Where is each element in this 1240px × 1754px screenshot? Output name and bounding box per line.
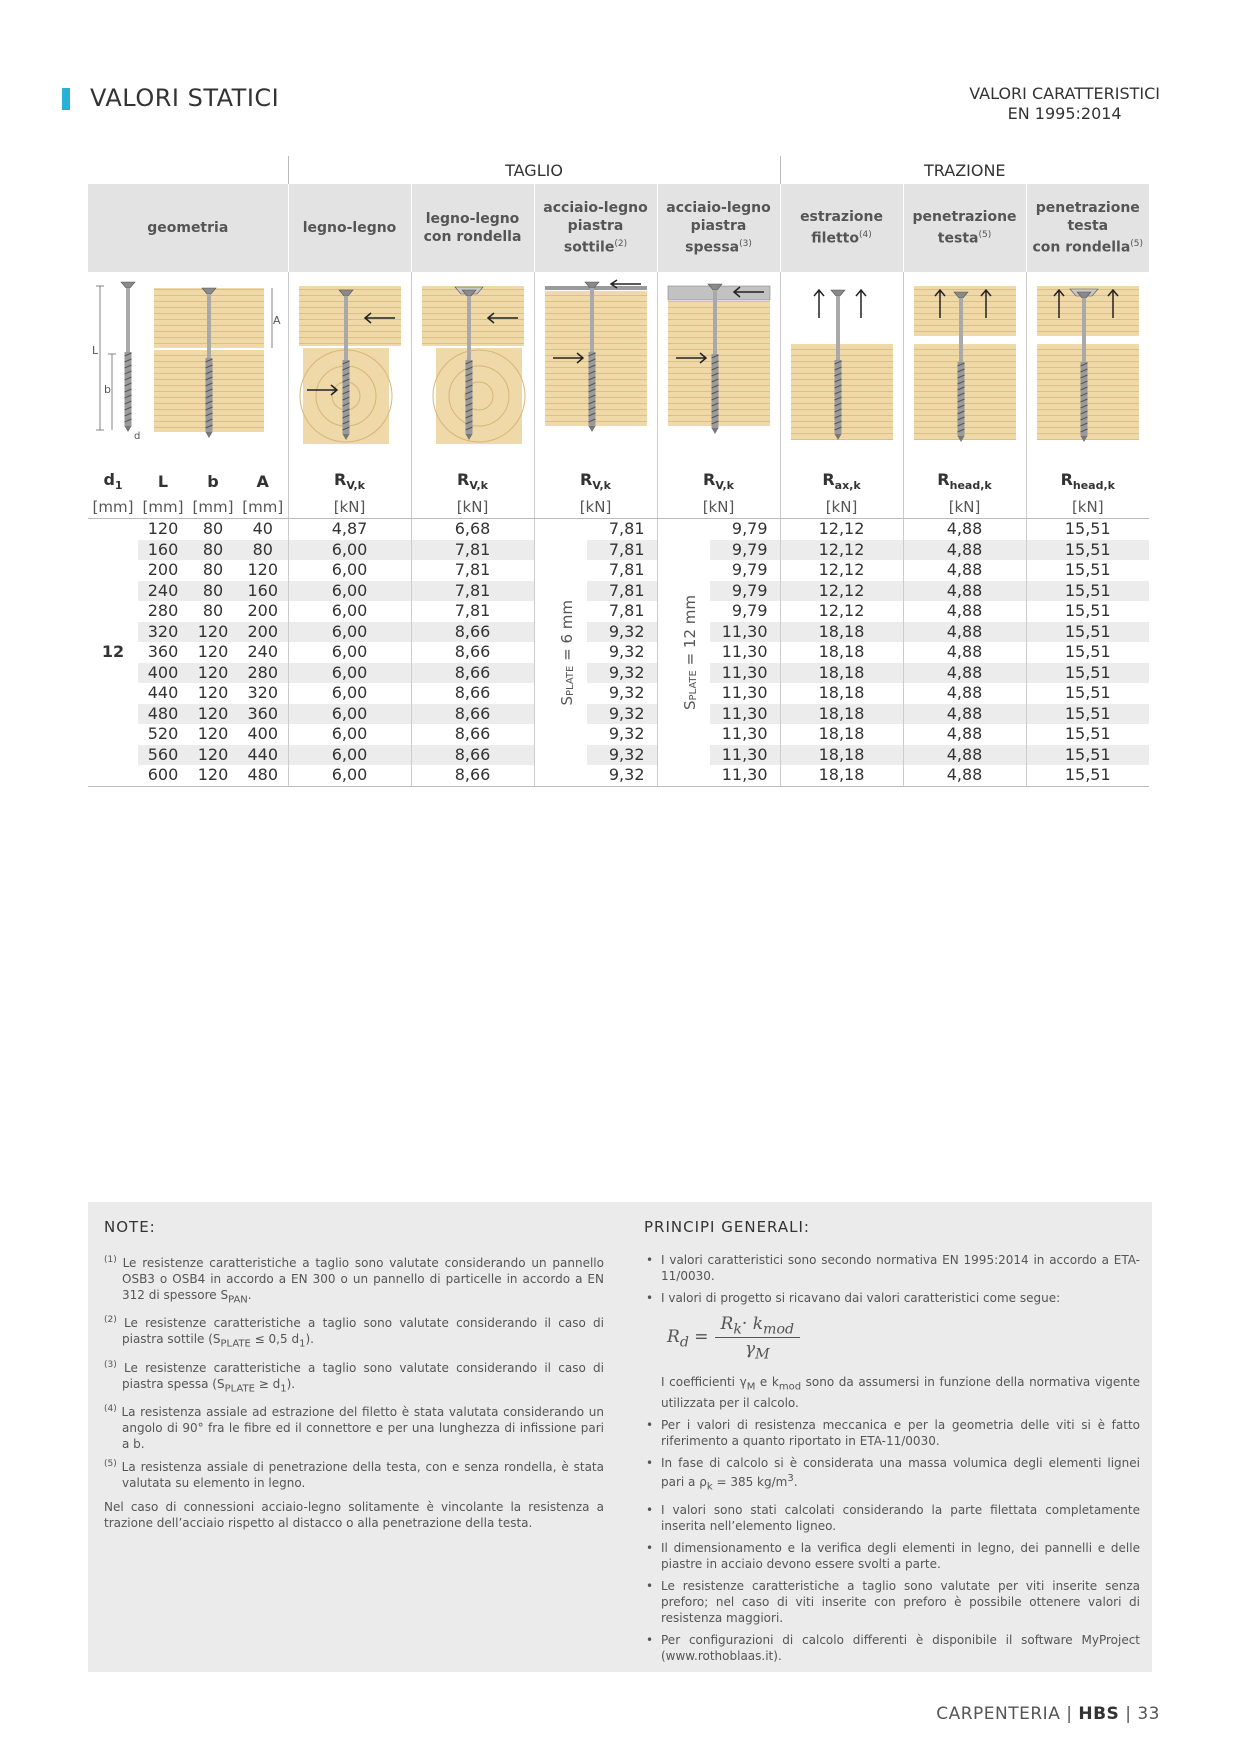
table-cell: 15,51 bbox=[1026, 540, 1149, 561]
table-cell: 7,81 bbox=[411, 581, 534, 602]
sym-rheadk-2: $R_{head,k}$ bbox=[1026, 458, 1149, 496]
table-cell: 560 bbox=[138, 745, 188, 766]
footer-page: 33 bbox=[1137, 1704, 1160, 1724]
table-cell: 8,66 bbox=[411, 765, 534, 786]
dim-b-label: b bbox=[103, 383, 111, 396]
table-cell: 400 bbox=[247, 724, 279, 744]
table-cell: 4,88 bbox=[903, 622, 1026, 643]
unit-kn: [kN] bbox=[288, 496, 411, 519]
diagram-penetrazione-testa bbox=[903, 272, 1026, 458]
table-cell: 200 bbox=[238, 622, 288, 643]
header-legno-legno-rondella: legno-legno con rondella bbox=[411, 184, 534, 272]
header-ref-line1: VALORI CARATTERISTICI bbox=[969, 84, 1160, 103]
sym-A: A bbox=[256, 471, 269, 491]
diagram-legno-legno-rondella bbox=[411, 272, 534, 458]
table-cell: 18,18 bbox=[780, 622, 903, 643]
table-cell: 7,81 bbox=[608, 560, 645, 579]
table-cell: 360 bbox=[238, 704, 288, 725]
table-cell: 18,18 bbox=[780, 724, 903, 745]
sym-rvk-4: $R_{V,k}$ bbox=[657, 458, 780, 496]
principle-3: • Per i valori di resistenza meccanica e per la geometria delle viti si è fatto riferimento a quanto riportato in ETA-11/0030. bbox=[644, 1417, 1140, 1449]
table-cell: 120 bbox=[188, 765, 238, 786]
principle-7: • Le resistenze caratteristiche a taglio sono valutate per viti inserite senza preforo; nel caso di viti inserite con preforo è possibile ottenere valori di resistenza maggiori. bbox=[644, 1578, 1140, 1626]
table-cell: 4,88 bbox=[903, 519, 1026, 540]
table-cell: 6,00 bbox=[288, 540, 411, 561]
table-cell: 18,18 bbox=[780, 745, 903, 766]
unit-kn: [kN] bbox=[657, 496, 780, 519]
table-cell: 6,68 bbox=[411, 519, 534, 540]
table-cell: 9,32 bbox=[608, 683, 645, 702]
table-cell: 18,18 bbox=[780, 765, 903, 786]
header-geometria: geometria bbox=[88, 184, 288, 272]
table-cell: 7,81 bbox=[411, 540, 534, 561]
table-cell: 40 bbox=[252, 519, 273, 539]
table-cell: 280 bbox=[238, 663, 288, 684]
unit-kn: [kN] bbox=[411, 496, 534, 519]
table-cell: 440 bbox=[147, 683, 179, 703]
table-cell: 4,88 bbox=[903, 540, 1026, 561]
table-cell: 320 bbox=[138, 622, 188, 643]
splate-12-label: $S_{PLATE} = 12$ mm 9,79 9,79 9,79 9,79 9,79 11,30 11,30 11,30 11,30 11,30 11,30 11,30 11,30 bbox=[657, 519, 780, 787]
table-cell: 7,81 bbox=[411, 601, 534, 622]
table-cell: 4,88 bbox=[903, 704, 1026, 725]
cell-d1: 12 bbox=[88, 519, 138, 787]
table-cell: 6,00 bbox=[288, 560, 411, 581]
unit-mm: [mm] bbox=[138, 496, 188, 519]
principle-8: • Per configurazioni di calcolo differenti è disponibile il software MyProject (www.rothoblaas.it). bbox=[644, 1632, 1140, 1664]
table-cell: 120 bbox=[147, 519, 179, 539]
table-cell: 520 bbox=[147, 724, 179, 744]
static-values-table bbox=[88, 156, 1149, 787]
table-cell: 4,88 bbox=[903, 765, 1026, 786]
table-cell: 8,66 bbox=[411, 683, 534, 704]
note-3: $^{(3)}$ Le resistenze caratteristiche a taglio sono valutate considerando il caso di piastra spessa $(S_{PLATE} \ge d_1)$. bbox=[104, 1359, 604, 1395]
table-cell: 15,51 bbox=[1026, 765, 1149, 786]
table-cell: 440 bbox=[238, 745, 288, 766]
table-cell: 15,51 bbox=[1026, 622, 1149, 643]
table-cell: 12,12 bbox=[780, 560, 903, 581]
table-cell: 4,87 bbox=[288, 519, 411, 540]
table-cell: 6,00 bbox=[288, 724, 411, 745]
table-cell: 6,00 bbox=[288, 642, 411, 663]
table-cell: 80 bbox=[188, 581, 238, 602]
table-cell: 12,12 bbox=[780, 581, 903, 602]
table-cell: 120 bbox=[188, 704, 238, 725]
footer-sep: | bbox=[1066, 1704, 1073, 1724]
table-cell: 8,66 bbox=[411, 622, 534, 643]
table-cell: 12,12 bbox=[780, 540, 903, 561]
table-cell: 18,18 bbox=[780, 683, 903, 704]
sym-rvk-2: $R_{V,k}$ bbox=[411, 458, 534, 496]
section-marker bbox=[62, 88, 70, 110]
notes-paragraph: Nel caso di connessioni acciaio-legno solitamente è vincolante la resistenza a trazione dell’acciaio rispetto al distacco o alla penetrazione della testa. bbox=[104, 1500, 604, 1531]
page-title: VALORI STATICI bbox=[90, 84, 280, 112]
table-cell: 120 bbox=[188, 663, 238, 684]
table-cell: 80 bbox=[188, 540, 238, 561]
table-cell: 9,79 bbox=[731, 560, 768, 579]
table-cell: 9,32 bbox=[608, 724, 645, 743]
table-cell: 9,32 bbox=[587, 745, 657, 766]
principles-title: PRINCIPI GENERALI: bbox=[644, 1218, 810, 1236]
note-4: $^{(4)}$ La resistenza assiale ad estrazione del filetto è stata valutata considerando un angolo di 90° fra le fibre ed il connettore e per una lunghezza di infissione pari a b. bbox=[104, 1404, 604, 1452]
table-cell: 15,51 bbox=[1026, 724, 1149, 745]
table-cell: 15,51 bbox=[1026, 642, 1149, 663]
table-cell: 4,88 bbox=[903, 663, 1026, 684]
table-cell: 12,12 bbox=[780, 519, 903, 540]
table-cell: 15,51 bbox=[1026, 560, 1149, 581]
unit-kn: [kN] bbox=[780, 496, 903, 519]
table-cell: 6,00 bbox=[288, 663, 411, 684]
table-cell: 120 bbox=[188, 745, 238, 766]
table-cell: 120 bbox=[188, 622, 238, 643]
dim-d-label: d bbox=[133, 431, 141, 442]
header-acciaio-legno-sottile: acciaio-legno piastra sottile$^{(2)}$ bbox=[534, 184, 657, 272]
table-cell: 9,79 bbox=[731, 519, 768, 538]
table-cell: 6,00 bbox=[288, 745, 411, 766]
dim-L-label: L bbox=[91, 344, 98, 357]
group-taglio: TAGLIO bbox=[288, 156, 780, 184]
table-cell: 160 bbox=[138, 540, 188, 561]
table-cell: 9,32 bbox=[608, 765, 645, 784]
table-cell: 6,00 bbox=[288, 765, 411, 786]
note-1: $^{(1)}$ Le resistenze caratteristiche a taglio sono valutate considerando un pannello OSB3 o OSB4 in accordo a EN 300 o un pannello di particelle in accordo a EN 312 di spessore $S_{PAN}$. bbox=[104, 1255, 604, 1306]
table-cell: 8,66 bbox=[411, 724, 534, 745]
header-penetrazione-testa: penetrazione testa$^{(5)}$ bbox=[903, 184, 1026, 272]
unit-kn: [kN] bbox=[1026, 496, 1149, 519]
diagram-acciaio-spessa bbox=[657, 272, 780, 458]
table-cell: 4,88 bbox=[903, 683, 1026, 704]
table-cell: 8,66 bbox=[411, 745, 534, 766]
table-cell: 120 bbox=[197, 724, 229, 744]
table-cell: 11,30 bbox=[710, 663, 780, 684]
table-cell: 6,00 bbox=[288, 683, 411, 704]
principle-5: • I valori sono stati calcolati considerando la parte filettata completamente inserita nell’elemento ligneo. bbox=[644, 1502, 1140, 1534]
table-cell: 80 bbox=[202, 560, 224, 580]
page-footer bbox=[936, 1704, 1160, 1724]
table-cell: 7,81 bbox=[587, 581, 657, 602]
table-cell: 8,66 bbox=[411, 663, 534, 684]
footer-section: CARPENTERIA bbox=[936, 1704, 1061, 1724]
table-cell: 240 bbox=[247, 642, 279, 662]
design-formula: $R_d$ = $R_k\cdot k_{mod}$ $\gamma_M$ bbox=[666, 1314, 1140, 1364]
header-estrazione-filetto: estrazione filetto$^{(4)}$ bbox=[780, 184, 903, 272]
geometry-diagram bbox=[88, 272, 288, 458]
sym-rheadk-1: $R_{head,k}$ bbox=[903, 458, 1026, 496]
table-cell: 11,30 bbox=[710, 704, 780, 725]
table-cell: 15,51 bbox=[1026, 704, 1149, 725]
table-cell: 9,79 bbox=[731, 601, 768, 620]
table-cell: 18,18 bbox=[780, 704, 903, 725]
sym-b: b bbox=[207, 471, 219, 491]
diagram-penetrazione-testa-rondella bbox=[1026, 272, 1149, 458]
table-cell: 120 bbox=[247, 560, 279, 580]
sym-d1: $d_1$ bbox=[103, 469, 123, 493]
table-cell: 9,32 bbox=[587, 622, 657, 643]
table-cell: 4,88 bbox=[903, 581, 1026, 602]
table-cell: 7,81 bbox=[608, 601, 645, 620]
diagram-acciaio-sottile bbox=[534, 272, 657, 458]
dim-A-label: A bbox=[272, 314, 281, 327]
table-cell: 200 bbox=[247, 601, 279, 621]
table-cell: 18,18 bbox=[780, 663, 903, 684]
sym-rvk-1: $R_{V,k}$ bbox=[288, 458, 411, 496]
table-cell: 11,30 bbox=[710, 745, 780, 766]
table-cell: 4,88 bbox=[903, 642, 1026, 663]
table-cell: 240 bbox=[138, 581, 188, 602]
table-cell: 160 bbox=[238, 581, 288, 602]
table-cell: 15,51 bbox=[1026, 663, 1149, 684]
header-legno-legno: legno-legno bbox=[288, 184, 411, 272]
notes-column bbox=[104, 1218, 604, 1531]
diagram-legno-legno bbox=[288, 272, 411, 458]
table-cell: 11,30 bbox=[721, 642, 768, 661]
table-cell: 11,30 bbox=[721, 683, 768, 702]
table-cell: 9,32 bbox=[608, 642, 645, 661]
table-cell: 400 bbox=[138, 663, 188, 684]
table-cell: 4,88 bbox=[903, 724, 1026, 745]
header-ref-line2: EN 1995:2014 bbox=[1007, 104, 1122, 123]
table-cell: 120 bbox=[197, 683, 229, 703]
table-cell: 4,88 bbox=[903, 745, 1026, 766]
table-cell: 18,18 bbox=[780, 642, 903, 663]
table-cell: 6,00 bbox=[288, 622, 411, 643]
header-acciaio-legno-spessa: acciaio-legno piastra spessa$^{(3)}$ bbox=[657, 184, 780, 272]
sym-rvk-3: $R_{V,k}$ bbox=[534, 458, 657, 496]
table-cell: 7,81 bbox=[411, 560, 534, 581]
table-cell: 12,12 bbox=[780, 601, 903, 622]
table-cell: 80 bbox=[202, 519, 224, 539]
table-cell: 6,00 bbox=[288, 704, 411, 725]
sym-L: L bbox=[157, 471, 169, 491]
unit-mm: [mm] bbox=[238, 496, 288, 519]
table-cell: 7,81 bbox=[587, 540, 657, 561]
table-cell: 8,66 bbox=[411, 642, 534, 663]
unit-kn: [kN] bbox=[534, 496, 657, 519]
table-cell: 480 bbox=[138, 704, 188, 725]
unit-mm: [mm] bbox=[188, 496, 238, 519]
table-cell: 15,51 bbox=[1026, 745, 1149, 766]
table-cell: 9,32 bbox=[587, 663, 657, 684]
sym-raxk: $R_{ax,k}$ bbox=[780, 458, 903, 496]
table-cell: 320 bbox=[247, 683, 279, 703]
table-cell: 6,00 bbox=[288, 601, 411, 622]
note-2: $^{(2)}$ Le resistenze caratteristiche a taglio sono valutate considerando il caso di piastra sottile ($S_{PLATE} \le 0,5$ $d_1$). bbox=[104, 1315, 604, 1350]
unit-kn: [kN] bbox=[903, 496, 1026, 519]
unit-mm: [mm] bbox=[88, 496, 138, 519]
principle-1: • I valori caratteristici sono secondo normativa EN 1995:2014 in accordo a ETA-11/0030. bbox=[644, 1252, 1140, 1284]
table-cell: 4,88 bbox=[903, 601, 1026, 622]
table-cell: 80 bbox=[238, 540, 288, 561]
table-cell: 11,30 bbox=[721, 724, 768, 743]
principle-2: • I valori di progetto si ricavano dai valori caratteristici come segue: bbox=[644, 1290, 1140, 1306]
table-body bbox=[88, 519, 1149, 787]
table-row bbox=[88, 519, 1149, 540]
footer-sep: | bbox=[1125, 1704, 1132, 1724]
table-cell: 15,51 bbox=[1026, 519, 1149, 540]
notes-panel bbox=[88, 1202, 1152, 1672]
table-cell: 9,32 bbox=[587, 704, 657, 725]
table-cell: 7,81 bbox=[608, 519, 645, 538]
table-cell: 4,88 bbox=[903, 560, 1026, 581]
principle-4: • In fase di calcolo si è considerata una massa volumica degli elementi lignei pari a $\rho_k = 385$ $kg/m^3$. bbox=[644, 1455, 1140, 1495]
table-cell: 600 bbox=[138, 765, 188, 786]
table-cell: 15,51 bbox=[1026, 581, 1149, 602]
table-cell: 200 bbox=[147, 560, 179, 580]
footer-product: HBS bbox=[1078, 1704, 1120, 1724]
table-cell: 8,66 bbox=[411, 704, 534, 725]
note-5: $^{(5)}$ La resistenza assiale di penetrazione della testa, con e senza rondella, è stata valutata su elemento in legno. bbox=[104, 1459, 604, 1491]
header-penetrazione-testa-rondella: penetrazione testa con rondella$^{(5)}$ bbox=[1026, 184, 1149, 272]
principle-2-coeff: I coefficienti $\gamma_M$ e $k_{mod}$ sono da assumersi in funzione della normativa vigente utilizzata per il calcolo. bbox=[661, 1374, 1140, 1411]
principles-column bbox=[644, 1218, 1140, 1670]
diagram-estrazione bbox=[780, 272, 903, 458]
table-cell: 11,30 bbox=[721, 765, 768, 784]
principle-6: • Il dimensionamento e la verifica degli elementi in legno, dei pannelli e delle piastre in acciaio devono essere svolti a parte. bbox=[644, 1540, 1140, 1572]
table-cell: 9,79 bbox=[710, 540, 780, 561]
table-cell: 120 bbox=[197, 642, 229, 662]
table-cell: 9,79 bbox=[710, 581, 780, 602]
table-cell: 6,00 bbox=[288, 581, 411, 602]
table-cell: 11,30 bbox=[710, 622, 780, 643]
splate-6-label: $S_{PLATE} = 6$ mm 7,81 7,81 7,81 7,81 7,81 9,32 9,32 9,32 9,32 9,32 9,32 9,32 9,32 bbox=[534, 519, 657, 787]
table-cell: 80 bbox=[202, 601, 224, 621]
table-cell: 280 bbox=[147, 601, 179, 621]
table-cell: 15,51 bbox=[1026, 683, 1149, 704]
table-cell: 15,51 bbox=[1026, 601, 1149, 622]
table-cell: 360 bbox=[147, 642, 179, 662]
group-trazione: TRAZIONE bbox=[780, 156, 1149, 184]
table-cell: 480 bbox=[238, 765, 288, 786]
header-reference bbox=[969, 84, 1160, 124]
notes-title: NOTE: bbox=[104, 1218, 156, 1236]
